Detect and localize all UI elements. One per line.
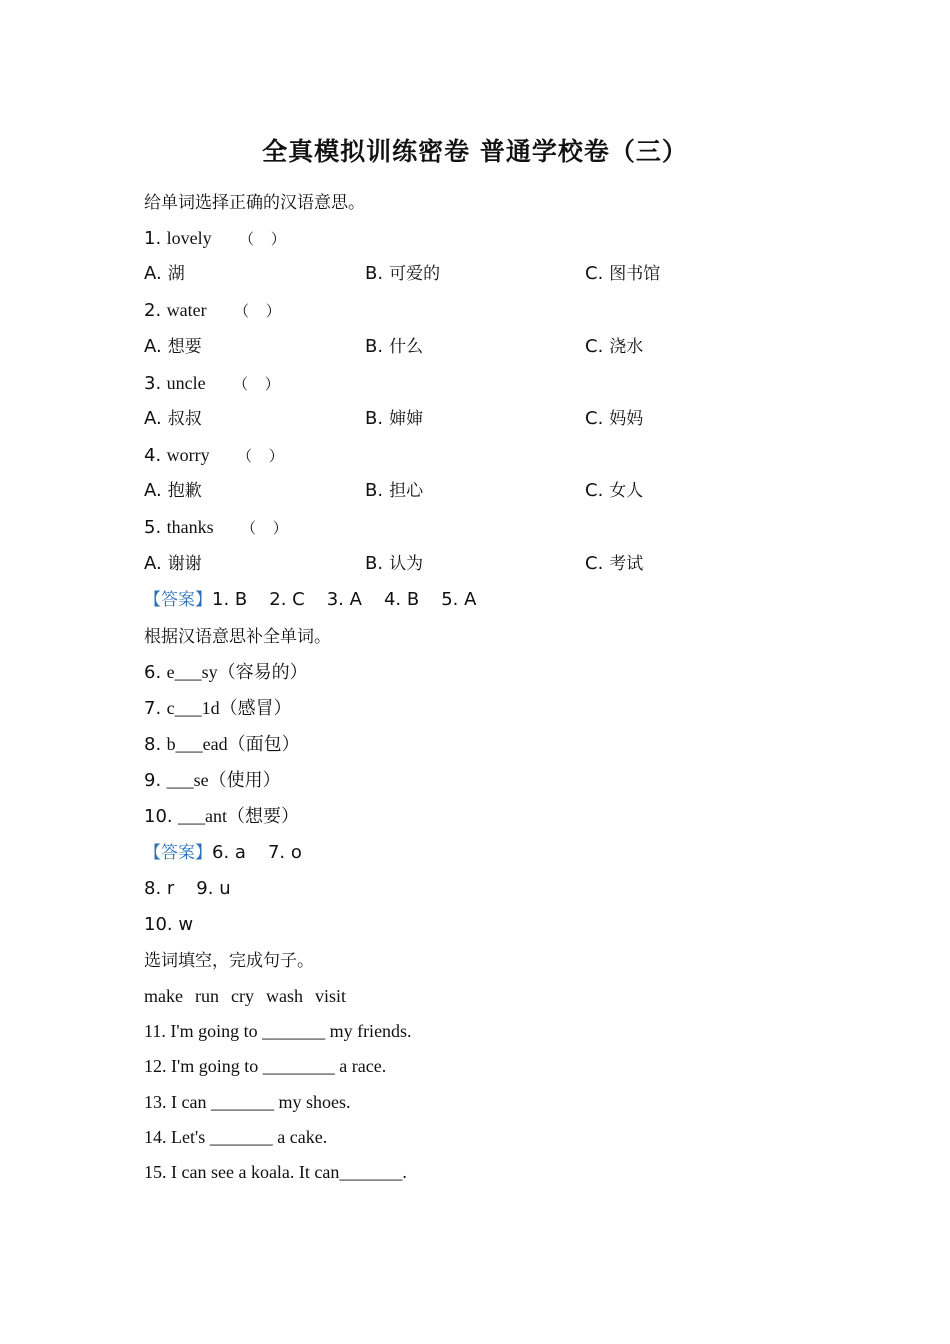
answer-blank: （ ） [241,519,294,537]
answer-line-1: 【答案】1. B 2. C 3. A 4. B 5. A [144,589,477,610]
section2-instruction: 根据汉语意思补全单词。 [144,627,331,647]
word-bank-item: wash [265,986,303,1006]
word-bank [144,984,358,1008]
sentence-15: 15. I can see a koala. It can_______. [144,1162,407,1182]
option-b: B. 担心 [365,480,424,501]
question-3: 3. uncle （ ） [144,373,286,394]
section1-instruction: 给单词选择正确的汉语意思。 [144,193,365,213]
answer-line-3: 8. r 9. u [144,878,231,899]
option-c: C. 浇水 [585,336,644,357]
word-bank-item: visit [314,986,346,1006]
page-title: 全真模拟训练密卷 普通学校卷（三） [262,137,688,166]
fill-item-6: 6. e___sy（容易的） [144,662,308,683]
question-word: worry [166,445,210,465]
option-b: B. 认为 [365,553,424,574]
question-word: water [166,300,207,320]
word-bank-item: cry [230,986,254,1006]
section3-instruction: 选词填空，完成句子。 [144,951,314,971]
word-bank-item: make [144,986,183,1006]
option-a: A. 谢谢 [144,553,202,574]
question-2: 2. water （ ） [144,300,287,321]
sentence-11: 11. I'm going to _______ my friends. [144,1021,412,1041]
sentence-12: 12. I'm going to ________ a race. [144,1056,387,1076]
option-b: B. 可爱的 [365,263,441,284]
option-b: B. 什么 [365,336,424,357]
answer-line-2: 【答案】6. a 7. o [144,842,302,863]
fill-item-7: 7. c___1d（感冒） [144,698,292,719]
sentence-13: 13. I can _______ my shoes. [144,1092,351,1112]
answer-tag: 【答案】 [144,843,212,863]
option-a: A. 湖 [144,263,185,284]
answer-blank: （ ） [239,230,292,248]
option-c: C. 女人 [585,480,644,501]
answer-blank: （ ） [232,375,286,393]
option-c: C. 考试 [585,553,644,574]
question-word: uncle [166,373,206,393]
answer-line-4: 10. w [144,914,194,935]
question-4: 4. worry （ ） [144,445,290,466]
option-a: A. 抱歉 [144,480,202,501]
question-word: lovely [166,228,212,248]
answer-blank: （ ） [237,447,290,465]
option-a: A. 叔叔 [144,408,202,429]
option-b: B. 婶婶 [365,408,424,429]
fill-item-8: 8. b___ead（面包） [144,734,300,755]
option-c: C. 图书馆 [585,263,661,284]
option-a: A. 想要 [144,336,202,357]
fill-item-9: 9. ___se（使用） [144,770,281,791]
question-1: 1. lovely （ ） [144,228,292,249]
fill-item-10: 10. ___ant（想要） [144,806,300,827]
question-word: thanks [166,517,214,537]
option-c: C. 妈妈 [585,408,644,429]
answer-tag: 【答案】 [144,590,212,610]
sentence-14: 14. Let's _______ a cake. [144,1127,328,1147]
answer-blank: （ ） [233,302,287,320]
word-bank-item: run [194,986,219,1006]
question-5: 5. thanks （ ） [144,517,294,538]
